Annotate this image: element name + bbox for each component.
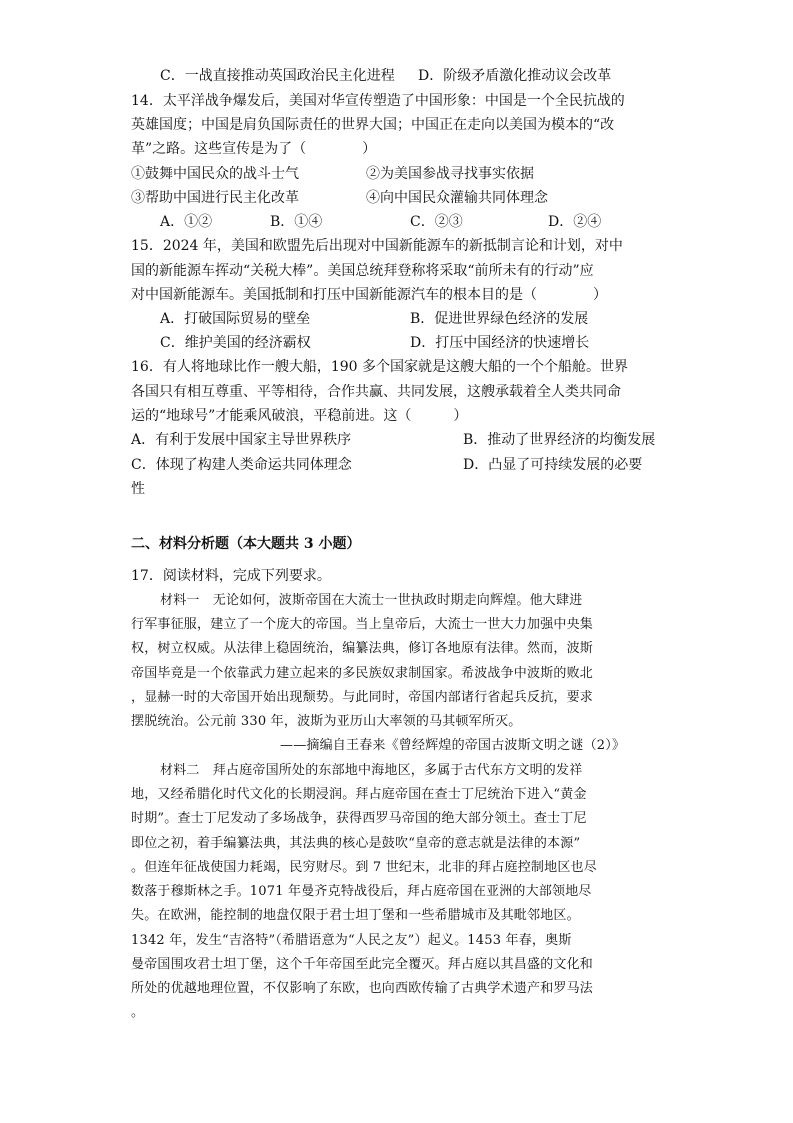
material2-line-11: 。: [131, 1005, 145, 1020]
material1-line-4: 帝国毕竟是一个依靠武力建立起来的多民族奴隶制国家。希波战争中波斯的败北: [131, 666, 594, 681]
q16-option-c: C．体现了构建人类命运共同体理念: [131, 457, 352, 473]
q14-item-4: ④向中国民众灌输共同体理念: [366, 190, 548, 206]
q15-stem-line-3: 对中国新能源车。美国抵制和打压中国新能源汽车的根本目的是（ ）: [131, 287, 607, 303]
q14-option-d: D．②④: [548, 214, 602, 230]
q16-stem-line-2: 各国只有相互尊重、平等相待，合作共赢、共同发展，这艘承载着全人类共同命: [131, 384, 621, 400]
q16-option-d-wrap: 性: [131, 481, 145, 497]
q15-option-b: B．促进世界绿色经济的发展: [410, 311, 589, 327]
q15-stem-line-1: 15．2024 年，美国和欧盟先后出现对中国新能源车的新抵制言论和计划，对中: [131, 238, 623, 254]
q16-stem-line-1: 16．有人将地球比作一艘大船，190 多个国家就是这艘大船的一个个船舱。世界: [131, 359, 628, 375]
material2-line-10: 所处的优越地理位置，不仅影响了东欧，也向西欧传输了古典学术遗产和罗马法: [131, 981, 594, 996]
q15-stem-line-2: 国的新能源车挥动“关税大棒”。美国总统拜登称将采取“前所未有的行动”应: [131, 263, 594, 279]
q14-stem-line-1: 14．太平洋战争爆发后，美国对华宣传塑造了中国形象：中国是一个全民抗战的: [131, 93, 625, 109]
q14-item-2: ②为美国参战寻找事实依据: [366, 166, 534, 182]
material2-line-3: 时期”。查士丁尼发动了多场战争，获得西罗马帝国的绝大部分领土。查士丁尼: [131, 811, 587, 826]
q14-option-b: B．①④: [270, 214, 323, 230]
section-title: 二、材料分析题（本大题共 3 小题）: [131, 536, 361, 552]
material2-line-8: 1342 年，发生“吉洛特”（希腊语意为“人民之友”）起义。1453 年春，奥斯: [131, 933, 572, 948]
material2-line-1: 材料二 拜占庭帝国所处的东部地中海地区，多属于古代东方文明的发祥: [160, 763, 583, 778]
material2-line-7: 失。在欧洲，能控制的地盘仅限于君士坦丁堡和一些希腊城市及其毗邻地区。: [131, 908, 580, 923]
q14-item-3: ③帮助中国进行民主化改革: [131, 190, 299, 206]
q14-option-c: C．②③: [410, 214, 463, 230]
material1-line-5: ，显赫一时的大帝国开始出现颓势。与此同时，帝国内部诸行省起兵反抗，要求: [131, 690, 594, 705]
q15-option-d: D．打压中国经济的快速增长: [410, 335, 590, 351]
q14-option-a: A．①②: [160, 214, 213, 230]
q13-option-c: C．一战直接推动英国政治民主化进程: [160, 68, 395, 84]
q14-item-1: ①鼓舞中国民众的战斗士气: [131, 166, 299, 182]
q17-stem: 17．阅读材料，完成下列要求。: [131, 568, 331, 584]
q15-option-a: A．打破国际贸易的壁垒: [160, 311, 311, 327]
material1-line-2: 行军事征服，建立了一个庞大的帝国。当上皇帝后，大流士一世大力加强中央集: [131, 617, 594, 632]
q16-option-d: D．凸显了可持续发展的必要: [463, 457, 643, 473]
q15-option-c: C．维护美国的经济霸权: [160, 335, 311, 351]
material1-line-6: 摆脱统治。公元前 330 年，波斯为亚历山大率领的马其顿军所灭。: [131, 714, 522, 729]
q16-stem-line-3: 运的“地球号”才能乘风破浪，平稳前进。这（ ）: [131, 408, 468, 424]
q13-option-d: D．阶级矛盾激化推动议会改革: [418, 68, 612, 84]
material1-line-1: 材料一 无论如何，波斯帝国在大流士一世执政时期走向辉煌。他大肆进: [160, 593, 583, 608]
q14-stem-line-3: 革”之路。这些宣传是为了（ ）: [131, 141, 377, 157]
q14-stem-line-2: 英雄国度；中国是肩负国际责任的世界大国；中国正在走向以美国为模本的“改: [131, 117, 615, 133]
material2-line-9: 曼帝国围攻君士坦丁堡，这个千年帝国至此完全覆灭。拜占庭以其昌盛的文化和: [131, 957, 594, 972]
material2-line-6: 数落于穆斯林之手。1071 年曼齐克特战役后，拜占庭帝国在亚洲的大部领地尽: [131, 884, 592, 899]
material2-line-2: 地，又经希腊化时代文化的长期浸润。拜占庭帝国在查士丁尼统治下进入“黄金: [131, 787, 587, 802]
material1-source: ——摘编自王春来《曾经辉煌的帝国古波斯文明之谜（2）》: [280, 738, 626, 753]
q16-option-a: A．有利于发展中国家主导世界秩序: [131, 432, 352, 448]
material2-line-4: 即位之初，着手编纂法典，其法典的核心是鼓吹“皇帝的意志就是法律的本源”: [131, 836, 581, 851]
q16-option-b: B．推动了世界经济的均衡发展: [463, 432, 656, 448]
material2-line-5: 。但连年征战使国力耗竭，民穷财尽。到 7 世纪末，北非的拜占庭控制地区也尽: [131, 860, 597, 875]
material1-line-3: 权，树立权威。从法律上稳固统治，编纂法典，修订各地原有法律。然而，波斯: [131, 641, 594, 656]
